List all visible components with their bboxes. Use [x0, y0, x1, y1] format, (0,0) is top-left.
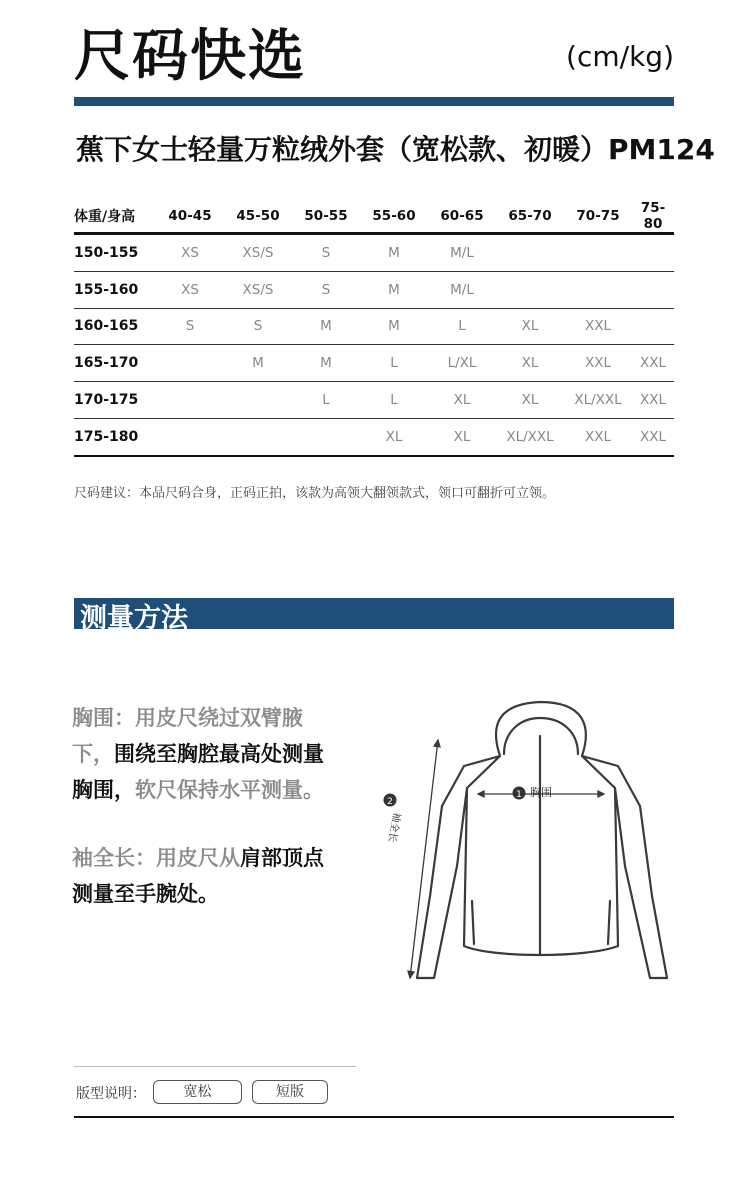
- chest-text-emphasis: 胸围，: [72, 778, 135, 802]
- sleeve-diagram-label: 袖全长: [385, 811, 402, 843]
- table-header-row: [74, 200, 674, 235]
- bottom-divider: [74, 1116, 674, 1118]
- page-title: 尺码快选: [74, 24, 306, 89]
- product-name: 蕉下女士轻量万粒绒外套（宽松款、初暖）PM124: [76, 133, 715, 166]
- table-cell: XL: [453, 392, 471, 409]
- table-cell: XXL: [584, 355, 612, 372]
- row-header: 175-180: [74, 428, 139, 445]
- table-row: [74, 235, 674, 272]
- table-cell: L: [390, 392, 398, 409]
- table-cell: M: [388, 244, 400, 261]
- table-cell: L: [458, 318, 466, 335]
- table-cell: XS/S: [242, 244, 274, 261]
- chest-diagram-label: 胸围: [530, 786, 552, 799]
- table-cell: XXL: [639, 428, 667, 445]
- table-cell: M: [320, 318, 332, 335]
- table-cell: S: [253, 318, 263, 335]
- sleeve-text-emphasis: 肩部顶点: [240, 846, 324, 870]
- chest-text: 下，: [72, 742, 114, 766]
- fit-option-loose: 宽松: [153, 1080, 242, 1104]
- table-cell: XXL: [639, 355, 667, 372]
- table-cell: M: [252, 355, 264, 372]
- table-cell: XL/XXL: [506, 428, 554, 445]
- sleeve-number: 2: [387, 797, 393, 807]
- table-row: [74, 309, 674, 346]
- column-header: 70-75: [576, 208, 620, 224]
- table-cell: XL: [453, 428, 471, 445]
- chest-arrow-left: [478, 791, 484, 797]
- table-cell: M: [320, 355, 332, 372]
- row-header: 150-155: [74, 244, 139, 261]
- table-cell: XXL: [584, 318, 612, 335]
- column-header: 40-45: [168, 208, 212, 224]
- size-advice-note: 尺码建议：本品尺码合身，正码正拍，该款为高领大翻领款式，领口可翻折可立领。: [74, 486, 556, 501]
- section-title: 测量方法: [80, 603, 188, 634]
- column-header: 60-65: [440, 208, 484, 224]
- unit-label: (cm/kg): [566, 40, 674, 73]
- column-header: 75-80: [640, 200, 666, 232]
- title-divider-bar: [74, 97, 674, 106]
- table-cell: M/L: [450, 244, 474, 261]
- row-header: 170-175: [74, 392, 139, 409]
- table-cell: M: [388, 281, 400, 298]
- row-header: 155-160: [74, 281, 139, 298]
- table-cell: S: [321, 281, 331, 298]
- table-cell: XS: [181, 281, 199, 298]
- table-cell: XL: [521, 318, 539, 335]
- fit-label: 版型说明：: [76, 1086, 146, 1102]
- table-cell: S: [321, 244, 331, 261]
- table-cell: XXL: [584, 428, 612, 445]
- sleeve-instructions: [72, 840, 372, 912]
- sleeve-text-emphasis: 测量至手腕处。: [72, 882, 219, 906]
- column-header: 50-55: [304, 208, 348, 224]
- fit-option-short: 短版: [252, 1080, 328, 1104]
- table-cell: L: [390, 355, 398, 372]
- table-cell: XL: [521, 392, 539, 409]
- table-row: [74, 272, 674, 309]
- table-cell: M/L: [450, 281, 474, 298]
- table-cell: S: [185, 318, 195, 335]
- table-cell: XL/XXL: [574, 392, 622, 409]
- table-cell: XXL: [639, 392, 667, 409]
- jacket-pocket-left: [472, 901, 474, 944]
- chest-text: 软尺保持水平测量。: [135, 778, 324, 802]
- table-cell: XL: [521, 355, 539, 372]
- section-header-bar: [74, 598, 674, 634]
- sleeve-arrow-top: [434, 740, 440, 747]
- table-row: [74, 345, 674, 382]
- jacket-pocket-right: [608, 901, 610, 944]
- table-cell: XL: [385, 428, 403, 445]
- column-header: 65-70: [508, 208, 552, 224]
- sleeve-text: 袖全长：用皮尺从: [72, 846, 240, 870]
- row-header: 160-165: [74, 318, 139, 335]
- table-cell: XS: [181, 244, 199, 261]
- table-cell: XS/S: [242, 281, 274, 298]
- column-header: 55-60: [372, 208, 416, 224]
- table-row: [74, 382, 674, 419]
- table-cell: M: [388, 318, 400, 335]
- table-cell: L/XL: [447, 355, 477, 372]
- chest-text: 胸围：用皮尺绕过双臂腋: [72, 706, 303, 730]
- chest-text-emphasis: 围绕至胸腔最高处测量: [114, 742, 324, 766]
- table-cell: L: [322, 392, 330, 409]
- chest-arrow-right: [598, 791, 604, 797]
- table-row: [74, 419, 674, 457]
- jacket-measurement-diagram: [372, 696, 682, 996]
- chest-number: 1: [516, 790, 522, 800]
- fit-divider: [74, 1066, 356, 1067]
- chest-instructions: [72, 700, 372, 808]
- size-chart-table: [74, 200, 674, 457]
- column-header: 45-50: [236, 208, 280, 224]
- sleeve-arrow-bottom: [408, 971, 414, 978]
- table-corner-header: 体重/身高: [74, 209, 136, 225]
- sleeve-measure-line: [410, 740, 438, 978]
- row-header: 165-170: [74, 355, 139, 372]
